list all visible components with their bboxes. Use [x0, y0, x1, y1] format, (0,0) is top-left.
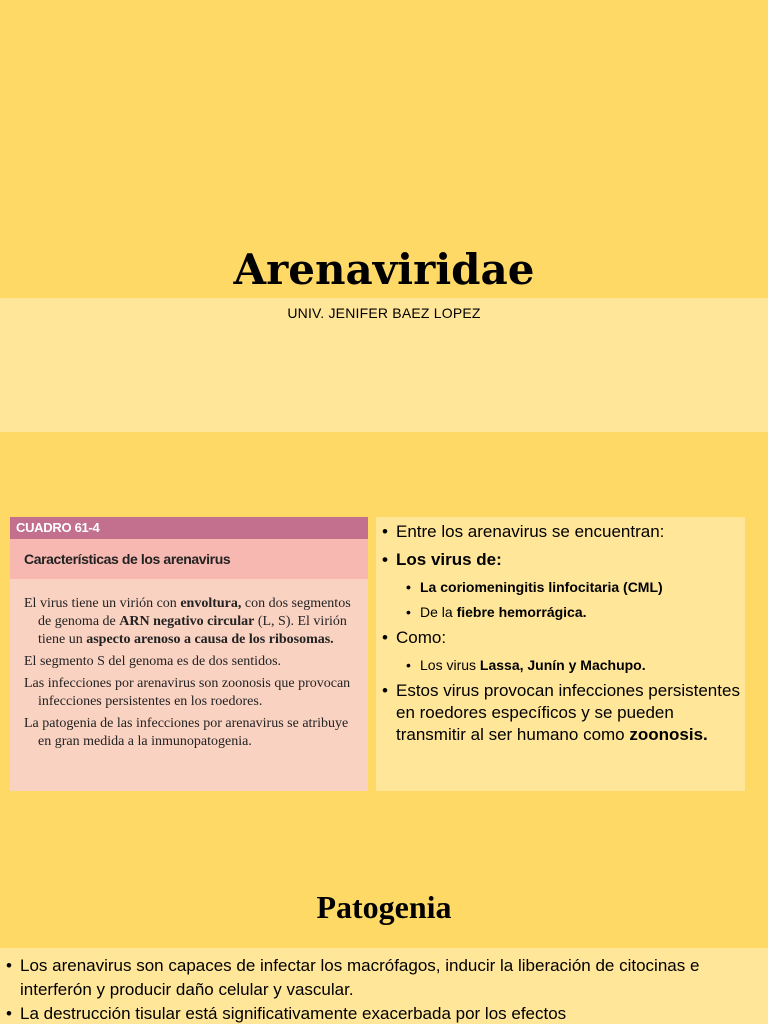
list-item: • Como:: [382, 627, 741, 649]
bullet-list: [376, 517, 745, 791]
item-text-bold: Lassa, Junín y Machupo.: [479, 657, 646, 673]
item-text-bold: zoonosis.: [629, 725, 708, 744]
sub-list-item: • La coriomeningitis linfocitaria (CML): [382, 577, 741, 597]
table-body: [10, 579, 368, 751]
table-row: El segmento S del genoma es de dos sentidos.: [24, 654, 282, 669]
characteristics-table: [10, 517, 368, 791]
table-row: Las infecciones por arenavirus son zoonosis que provocan infecciones persistentes en los roedores.: [24, 676, 351, 709]
item-text: Estos virus provocan infecciones persistentes en roedores específicos y se pueden transmitir al ser humano como: [396, 681, 740, 744]
pathogenesis-list: [0, 948, 768, 1024]
row-text: (L, S). El virión tiene un: [38, 614, 347, 647]
item-text: De la: [420, 604, 457, 620]
item-text-bold: fiebre hemorrágica.: [456, 604, 587, 620]
row-text: con dos segmentos de genoma de: [38, 596, 351, 629]
slide-subtitle: UNIV. JENIFER BAEZ LOPEZ: [287, 305, 481, 321]
sub-list-item: [382, 655, 741, 675]
list-item: • Los virus de:: [382, 549, 741, 571]
list-item: • Entre los arenavirus se encuentran:: [382, 521, 741, 543]
row-text-bold: ARN: [119, 614, 150, 629]
row-text-bold: negativo circular: [153, 614, 255, 629]
list-item: • Los arenavirus son capaces de infectar los macrófagos, inducir la liberación de citocinas e interferón y producir daño celular y vascular.: [6, 954, 748, 1002]
table-row: La patogenia de las infecciones por arenavirus se atribuye en gran medida a la inmunopatogenia.: [24, 716, 349, 749]
row-text-bold: envoltura,: [180, 596, 242, 611]
row-text: El virus tiene un virión con: [24, 596, 181, 611]
table-label: CUADRO 61-4: [10, 517, 368, 539]
section-title: Patogenia: [316, 889, 452, 925]
slide-title: Arenaviridae: [233, 245, 535, 294]
sub-list-item: [382, 602, 741, 622]
list-item: [382, 680, 741, 746]
item-text: Los virus: [420, 657, 480, 673]
table-heading: Características de los arenavirus: [10, 539, 368, 579]
list-item: • La destrucción tisular está significativamente exacerbada por los efectos: [6, 1002, 748, 1024]
table-row: [24, 595, 358, 649]
row-text-bold: aspecto arenoso a causa de los ribosomas.: [86, 632, 334, 647]
